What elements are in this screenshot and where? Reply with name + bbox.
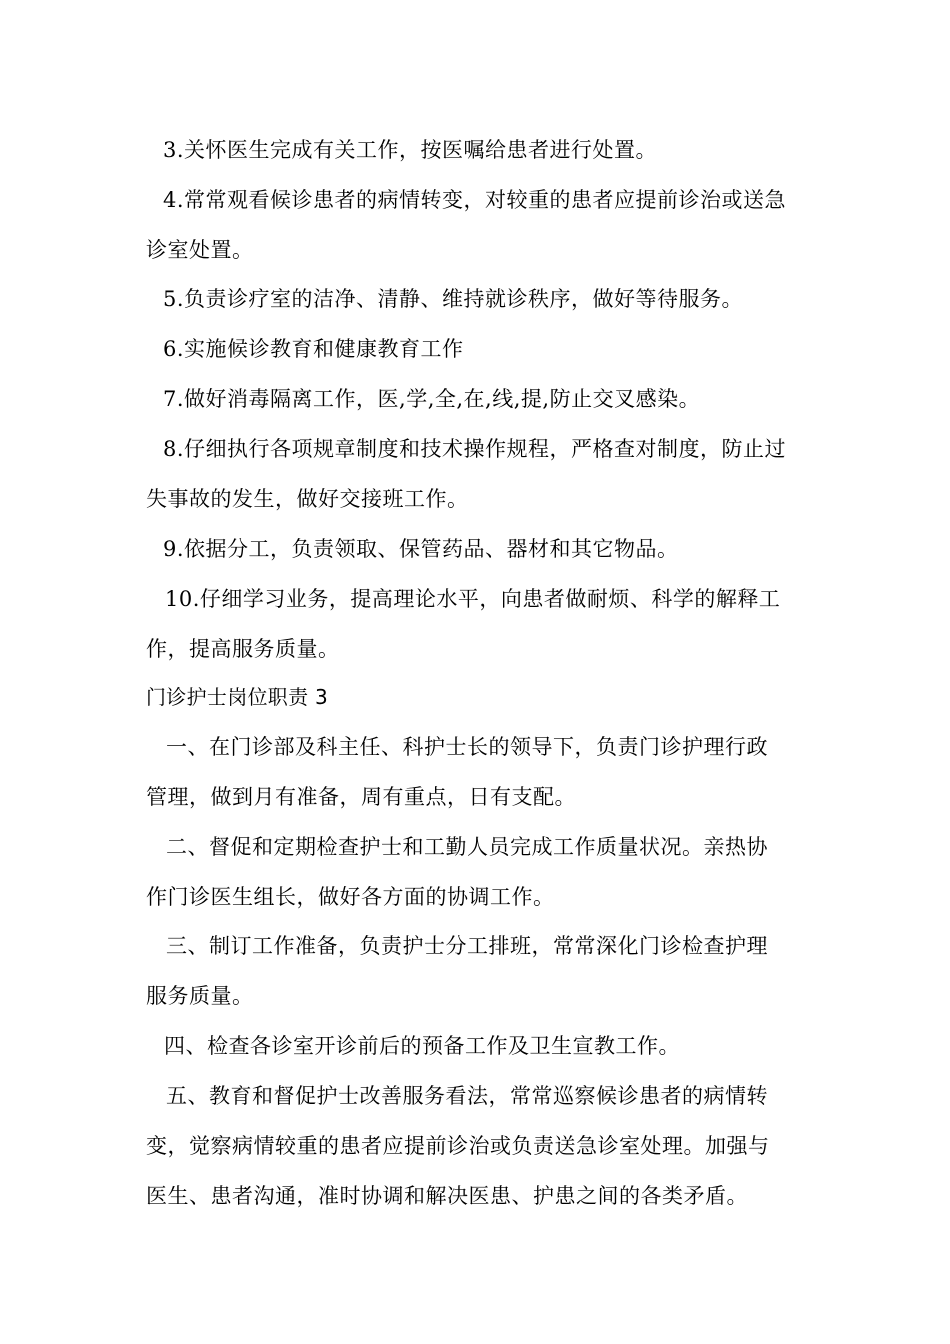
paragraph-line: 管理，做到月有准备，周有重点，日有支配。 — [146, 785, 576, 809]
paragraph-line: 变，觉察病情较重的患者应提前诊治或负责送急诊室处理。加强与 — [146, 1134, 770, 1158]
paragraph-line: 6.实施候诊教育和健康教育工作 — [163, 337, 464, 361]
paragraph-line: 作，提高服务质量。 — [146, 637, 340, 661]
section-heading: 门诊护士岗位职责 3 — [146, 685, 329, 709]
paragraph-line: 7.做好消毒隔离工作，医,学,全,在,线,提,防止交叉感染。 — [163, 387, 701, 411]
paragraph-line: 5.负责诊疗室的洁净、清静、维持就诊秩序，做好等待服务。 — [163, 287, 744, 311]
paragraph-line: 8.仔细执行各项规章制度和技术操作规程，严格查对制度，防止过 — [163, 437, 787, 461]
paragraph-line: 失事故的发生，做好交接班工作。 — [146, 487, 469, 511]
paragraph-line: 二、督促和定期检查护士和工勤人员完成工作质量状况。亲热协 — [166, 835, 768, 859]
paragraph-line: 9.依据分工，负责领取、保管药品、器材和其它物品。 — [163, 537, 679, 561]
paragraph-line: 诊室处置。 — [146, 238, 254, 262]
paragraph-line: 三、制订工作准备，负责护士分工排班，常常深化门诊检查护理 — [166, 934, 768, 958]
paragraph-line: 四、检查各诊室开诊前后的预备工作及卫生宣教工作。 — [164, 1034, 680, 1058]
paragraph-line: 医生、患者沟通，准时协调和解决医患、护患之间的各类矛盾。 — [146, 1184, 748, 1208]
paragraph-line: 3.关怀医生完成有关工作，按医嘱给患者进行处置。 — [163, 138, 658, 162]
paragraph-line: 作门诊医生组长，做好各方面的协调工作。 — [146, 885, 555, 909]
paragraph-line: 10.仔细学习业务，提高理论水平，向患者做耐烦、科学的解释工 — [165, 587, 781, 611]
paragraph-line: 服务质量。 — [146, 984, 254, 1008]
paragraph-line: 五、教育和督促护士改善服务看法，常常巡察候诊患者的病情转 — [166, 1084, 768, 1108]
paragraph-line: 4.常常观看候诊患者的病情转变，对较重的患者应提前诊治或送急 — [163, 188, 787, 212]
paragraph-line: 一、在门诊部及科主任、科护士长的领导下，负责门诊护理行政 — [166, 735, 768, 759]
